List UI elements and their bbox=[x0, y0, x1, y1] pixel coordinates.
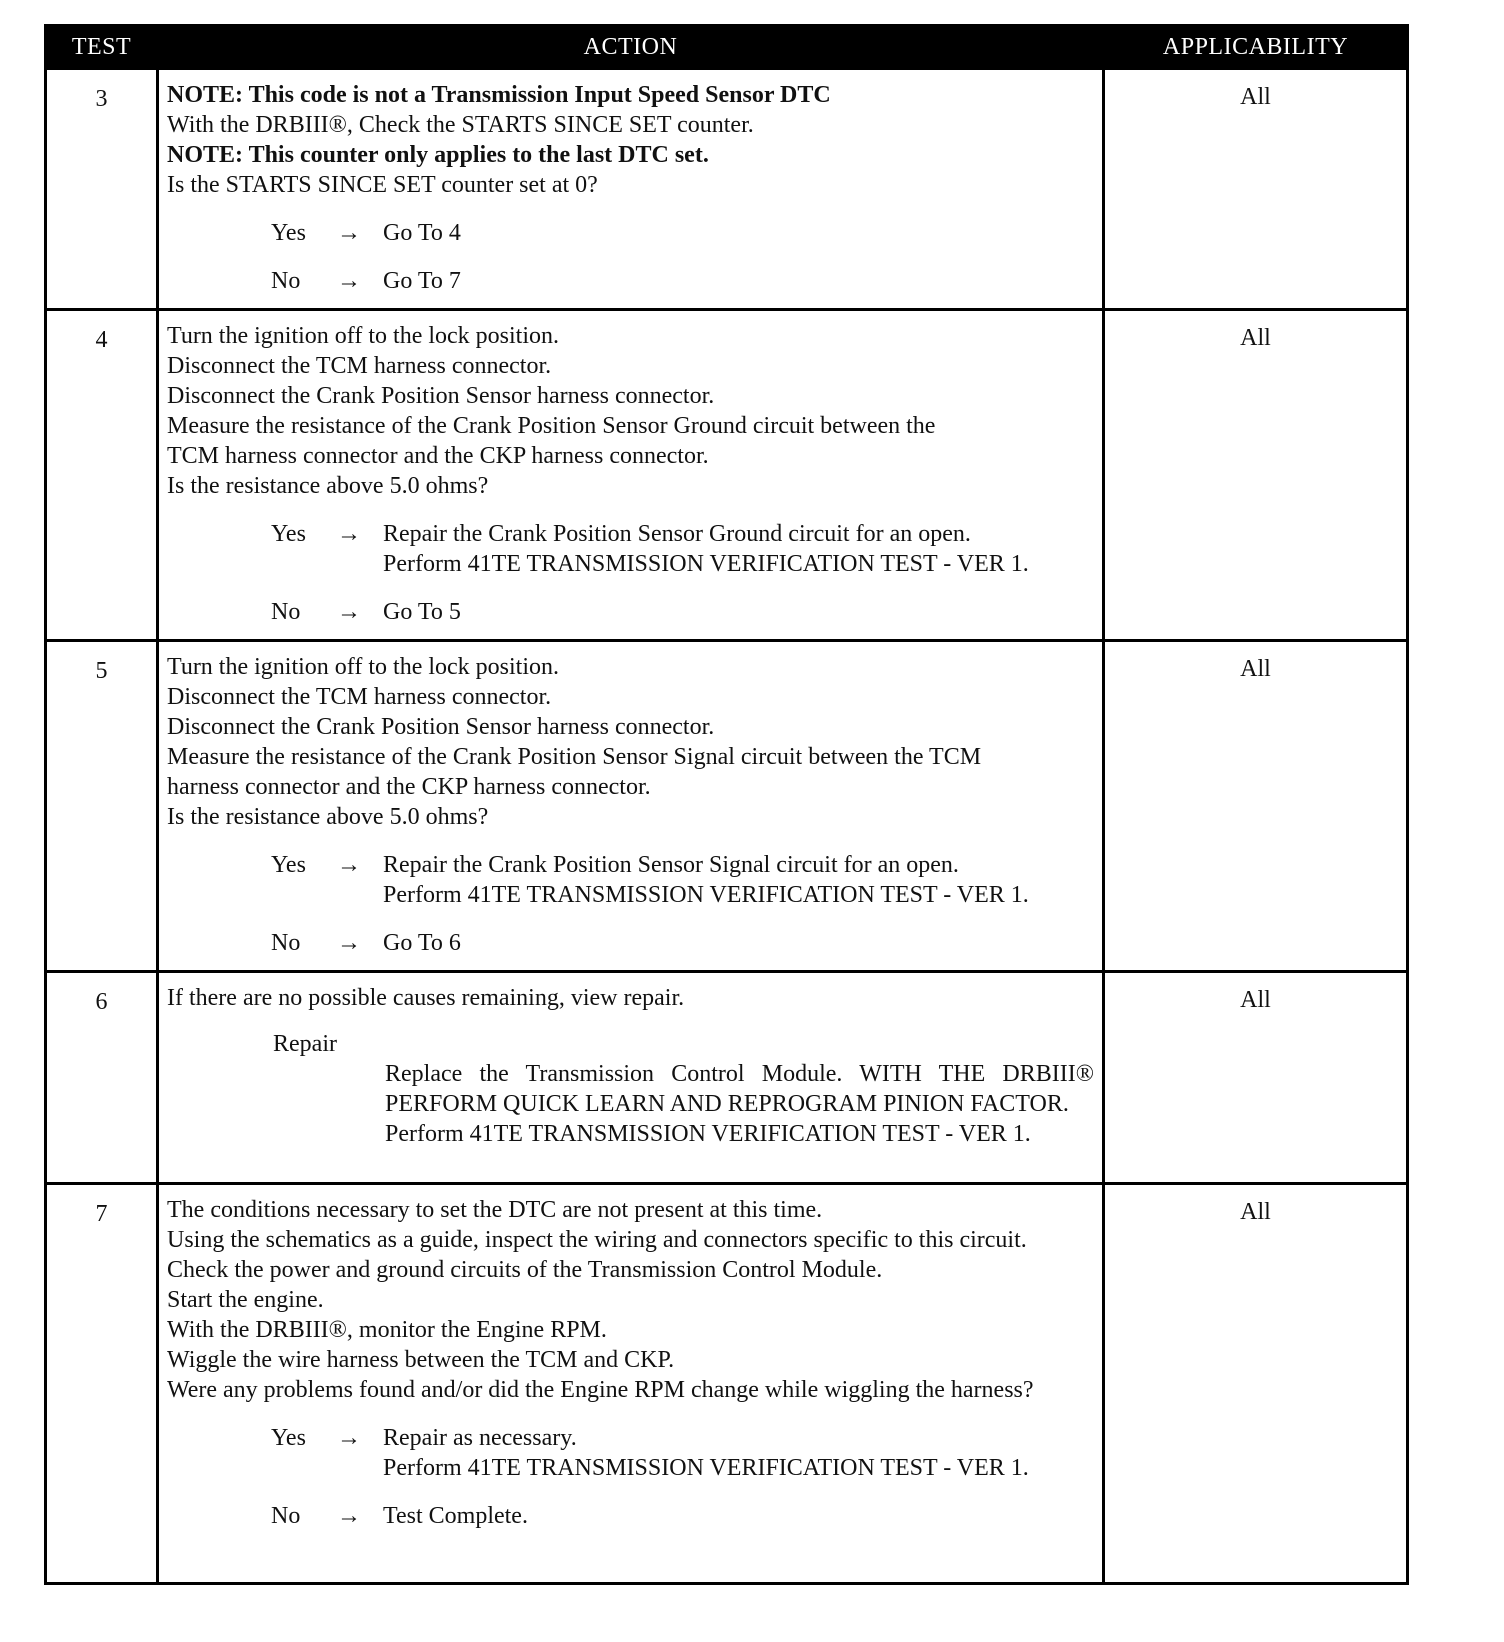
action-line: Start the engine. bbox=[167, 1287, 324, 1313]
action-line: Disconnect the Crank Position Sensor harness connector. bbox=[167, 383, 715, 409]
yes-response bbox=[271, 1423, 1094, 1483]
action-line: Disconnect the Crank Position Sensor harness connector. bbox=[167, 714, 715, 740]
action-line: Turn the ignition off to the lock position. bbox=[167, 323, 560, 349]
action-line: Disconnect the TCM harness connector. bbox=[167, 353, 552, 379]
no-result: Test Complete. bbox=[383, 1503, 528, 1529]
table-row bbox=[46, 69, 1408, 310]
yes-result: Perform 41TE TRANSMISSION VERIFICATION TEST - VER 1. bbox=[383, 551, 1029, 577]
applicability-value: All bbox=[1104, 972, 1408, 1184]
right-arrow-icon: → bbox=[337, 930, 361, 956]
table-row bbox=[46, 1184, 1408, 1584]
no-label: No bbox=[271, 1503, 301, 1529]
action-line: With the DRBIII®, Check the STARTS SINCE SET counter. bbox=[167, 112, 754, 138]
no-result: Go To 6 bbox=[383, 930, 461, 956]
right-arrow-icon: → bbox=[337, 599, 361, 625]
test-number: 4 bbox=[46, 310, 158, 641]
table-row bbox=[46, 641, 1408, 972]
repair-instructions bbox=[385, 1059, 1094, 1149]
action-line: Measure the resistance of the Crank Position Sensor Signal circuit between the TCM bbox=[167, 744, 982, 770]
question-line: Is the STARTS SINCE SET counter set at 0? bbox=[167, 172, 598, 198]
action-line: Check the power and ground circuits of the Transmission Control Module. bbox=[167, 1257, 883, 1283]
action-cell bbox=[158, 1184, 1104, 1584]
no-label: No bbox=[271, 268, 301, 294]
table-row bbox=[46, 972, 1408, 1184]
yes-label: Yes bbox=[271, 852, 306, 878]
no-response bbox=[271, 1501, 1094, 1531]
applicability-value: All bbox=[1104, 310, 1408, 641]
yes-response bbox=[271, 850, 1094, 910]
yes-result: Perform 41TE TRANSMISSION VERIFICATION TEST - VER 1. bbox=[383, 882, 1029, 908]
right-arrow-icon: → bbox=[337, 1503, 361, 1529]
yes-result: Perform 41TE TRANSMISSION VERIFICATION TEST - VER 1. bbox=[383, 1455, 1029, 1481]
action-line: Wiggle the wire harness between the TCM and CKP. bbox=[167, 1347, 675, 1373]
no-result: Go To 5 bbox=[383, 599, 461, 625]
yes-label: Yes bbox=[271, 220, 306, 246]
action-cell bbox=[158, 69, 1104, 310]
no-response bbox=[271, 266, 1094, 296]
test-number: 7 bbox=[46, 1184, 158, 1584]
action-line: The conditions necessary to set the DTC are not present at this time. bbox=[167, 1197, 823, 1223]
action-line: If there are no possible causes remaining, view repair. bbox=[167, 985, 685, 1011]
table-row bbox=[46, 310, 1408, 641]
question-line: Were any problems found and/or did the Engine RPM change while wiggling the harness? bbox=[167, 1377, 1034, 1403]
applicability-value: All bbox=[1104, 641, 1408, 972]
table-header-row bbox=[46, 26, 1408, 69]
note-line: NOTE: This counter only applies to the last DTC set. bbox=[167, 142, 709, 168]
action-line: Turn the ignition off to the lock position. bbox=[167, 654, 560, 680]
yes-label: Yes bbox=[271, 1425, 306, 1451]
action-line: Using the schematics as a guide, inspect the wiring and connectors specific to this circuit. bbox=[167, 1227, 1027, 1253]
action-cell bbox=[158, 310, 1104, 641]
right-arrow-icon: → bbox=[337, 521, 361, 547]
yes-result: Repair as necessary. bbox=[383, 1425, 577, 1451]
action-line: With the DRBIII®, monitor the Engine RPM. bbox=[167, 1317, 607, 1343]
header-action: ACTION bbox=[158, 26, 1104, 69]
action-line: TCM harness connector and the CKP harness connector. bbox=[167, 443, 709, 469]
action-cell bbox=[158, 641, 1104, 972]
question-line: Is the resistance above 5.0 ohms? bbox=[167, 804, 489, 830]
action-line: Disconnect the TCM harness connector. bbox=[167, 684, 552, 710]
right-arrow-icon: → bbox=[337, 1425, 361, 1451]
action-line: Measure the resistance of the Crank Position Sensor Ground circuit between the bbox=[167, 413, 936, 439]
yes-response bbox=[271, 519, 1094, 579]
applicability-value: All bbox=[1104, 69, 1408, 310]
yes-result: Repair the Crank Position Sensor Signal circuit for an open. bbox=[383, 852, 959, 878]
test-number: 3 bbox=[46, 69, 158, 310]
applicability-value: All bbox=[1104, 1184, 1408, 1584]
yes-result: Go To 4 bbox=[383, 220, 461, 246]
no-response bbox=[271, 597, 1094, 627]
no-label: No bbox=[271, 930, 301, 956]
no-label: No bbox=[271, 599, 301, 625]
test-number: 5 bbox=[46, 641, 158, 972]
no-result: Go To 7 bbox=[383, 268, 461, 294]
repair-label: Repair bbox=[273, 1031, 337, 1057]
action-cell bbox=[158, 972, 1104, 1184]
yes-label: Yes bbox=[271, 521, 306, 547]
question-line: Is the resistance above 5.0 ohms? bbox=[167, 473, 489, 499]
diagnostic-procedure-table bbox=[44, 24, 1409, 1585]
note-line: NOTE: This code is not a Transmission Input Speed Sensor DTC bbox=[167, 82, 831, 108]
repair-line: Perform 41TE TRANSMISSION VERIFICATION TEST - VER 1. bbox=[385, 1121, 1031, 1147]
right-arrow-icon: → bbox=[337, 852, 361, 878]
header-test: TEST bbox=[46, 26, 158, 69]
action-line: harness connector and the CKP harness connector. bbox=[167, 774, 651, 800]
yes-result: Repair the Crank Position Sensor Ground circuit for an open. bbox=[383, 521, 971, 547]
header-applicability: APPLICABILITY bbox=[1104, 26, 1408, 69]
test-number: 6 bbox=[46, 972, 158, 1184]
yes-response bbox=[271, 218, 1094, 248]
right-arrow-icon: → bbox=[337, 268, 361, 294]
no-response bbox=[271, 928, 1094, 958]
right-arrow-icon: → bbox=[337, 220, 361, 246]
repair-line: Replace the Transmission Control Module. WITH THE DRBIII® PERFORM QUICK LEARN AND REPROGRAM PINION FACTOR. bbox=[385, 1061, 1094, 1117]
